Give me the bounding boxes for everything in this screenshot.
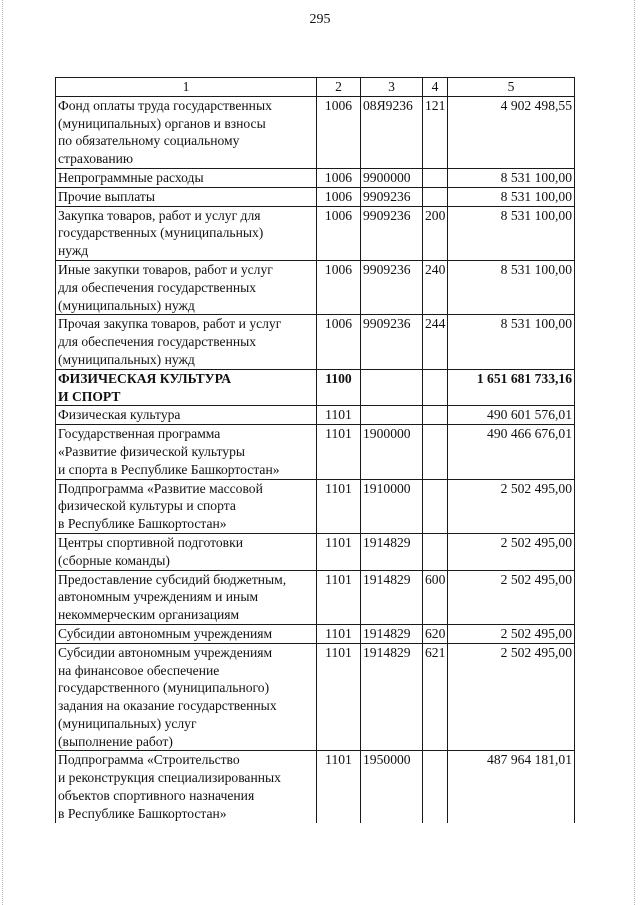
table-row [56,96,575,168]
budget-table [55,77,575,823]
row-section-cell: 1101 [317,406,361,425]
row-article-cell: 1910000 [361,479,423,533]
table-row [56,369,575,406]
row-type-cell: 200 [423,206,448,260]
row-amount-cell: 8 531 100,00 [448,168,575,187]
row-name-cell: Подпрограмма «Строительство и реконструкция специализированных объектов спортивного назначения в Республике Башкортостан» [56,751,317,823]
table-row [56,570,575,624]
row-amount-cell: 2 502 495,00 [448,479,575,533]
row-type-cell [423,406,448,425]
table-header-row [56,78,575,97]
row-section-cell: 1006 [317,260,361,314]
row-name-cell: Иные закупки товаров, работ и услуг для обеспечения государственных (муниципальных) нужд [56,260,317,314]
row-article-cell: 1950000 [361,751,423,823]
row-article-cell: 1914829 [361,533,423,570]
row-section-cell: 1006 [317,206,361,260]
row-article-cell [361,369,423,406]
header-cell: 1 [56,78,317,97]
row-article-cell: 1914829 [361,643,423,751]
row-name-cell: Физическая культура [56,406,317,425]
row-section-cell: 1006 [317,315,361,369]
row-type-cell [423,168,448,187]
row-type-cell: 620 [423,624,448,643]
row-name-cell: Закупка товаров, работ и услуг для государственных (муниципальных) нужд [56,206,317,260]
row-name-cell: Субсидии автономным учреждениям [56,624,317,643]
row-article-cell: 9909236 [361,206,423,260]
row-article-cell: 1914829 [361,624,423,643]
row-name-cell: Предоставление субсидий бюджетным, автономным учреждениям и иным некоммерческим организациям [56,570,317,624]
row-amount-cell: 8 531 100,00 [448,260,575,314]
row-article-cell: 1900000 [361,425,423,479]
row-type-cell: 600 [423,570,448,624]
row-section-cell: 1006 [317,96,361,168]
table-row [56,624,575,643]
row-amount-cell: 8 531 100,00 [448,206,575,260]
row-name-cell: Подпрограмма «Развитие массовой физической культуры и спорта в Республике Башкортостан» [56,479,317,533]
table-row [56,533,575,570]
row-section-cell: 1101 [317,533,361,570]
row-type-cell [423,751,448,823]
row-name-cell: Субсидии автономным учреждениям на финансовое обеспечение государственного (муниципального) задания на оказание государственных (муниципальных) услуг (выполнение работ) [56,643,317,751]
row-section-cell: 1100 [317,369,361,406]
row-type-cell: 240 [423,260,448,314]
budget-table-body [56,78,575,823]
row-section-cell: 1006 [317,168,361,187]
row-type-cell [423,187,448,206]
table-row [56,206,575,260]
row-name-cell: Государственная программа «Развитие физической культуры и спорта в Республике Башкортостан» [56,425,317,479]
row-type-cell [423,425,448,479]
row-type-cell [423,369,448,406]
row-article-cell: 9900000 [361,168,423,187]
row-section-cell: 1101 [317,751,361,823]
row-name-cell: Прочие выплаты [56,187,317,206]
row-name-cell: Непрограммные расходы [56,168,317,187]
table-row [56,406,575,425]
table-row [56,751,575,823]
row-name-cell: Прочая закупка товаров, работ и услуг для обеспечения государственных (муниципальных) нужд [56,315,317,369]
row-amount-cell: 8 531 100,00 [448,315,575,369]
table-row [56,168,575,187]
row-article-cell [361,406,423,425]
row-amount-cell: 2 502 495,00 [448,533,575,570]
row-amount-cell: 490 466 676,01 [448,425,575,479]
row-article-cell: 9909236 [361,187,423,206]
row-name-cell: ФИЗИЧЕСКАЯ КУЛЬТУРА И СПОРТ [56,369,317,406]
scan-edge-left [2,0,6,905]
row-article-cell: 1914829 [361,570,423,624]
row-type-cell: 244 [423,315,448,369]
row-section-cell: 1101 [317,570,361,624]
row-section-cell: 1101 [317,624,361,643]
row-type-cell: 621 [423,643,448,751]
row-article-cell: 9909236 [361,260,423,314]
table-row [56,315,575,369]
header-cell: 5 [448,78,575,97]
table-row [56,479,575,533]
row-amount-cell: 490 601 576,01 [448,406,575,425]
row-name-cell: Фонд оплаты труда государственных (муниципальных) органов и взносы по обязательному социальному страхованию [56,96,317,168]
scan-edge-right [634,0,638,905]
row-type-cell: 121 [423,96,448,168]
row-article-cell: 08Я9236 [361,96,423,168]
row-section-cell: 1101 [317,479,361,533]
row-amount-cell: 1 651 681 733,16 [448,369,575,406]
table-row [56,425,575,479]
table-row [56,643,575,751]
row-section-cell: 1101 [317,425,361,479]
row-type-cell [423,479,448,533]
table-row [56,260,575,314]
row-section-cell: 1006 [317,187,361,206]
row-amount-cell: 487 964 181,01 [448,751,575,823]
row-name-cell: Центры спортивной подготовки (сборные команды) [56,533,317,570]
row-amount-cell: 2 502 495,00 [448,624,575,643]
header-cell: 2 [317,78,361,97]
row-section-cell: 1101 [317,643,361,751]
row-amount-cell: 2 502 495,00 [448,570,575,624]
row-amount-cell: 2 502 495,00 [448,643,575,751]
row-amount-cell: 4 902 498,55 [448,96,575,168]
row-type-cell [423,533,448,570]
page-number: 295 [309,12,331,27]
header-cell: 3 [361,78,423,97]
row-amount-cell: 8 531 100,00 [448,187,575,206]
table-row [56,187,575,206]
row-article-cell: 9909236 [361,315,423,369]
header-cell: 4 [423,78,448,97]
